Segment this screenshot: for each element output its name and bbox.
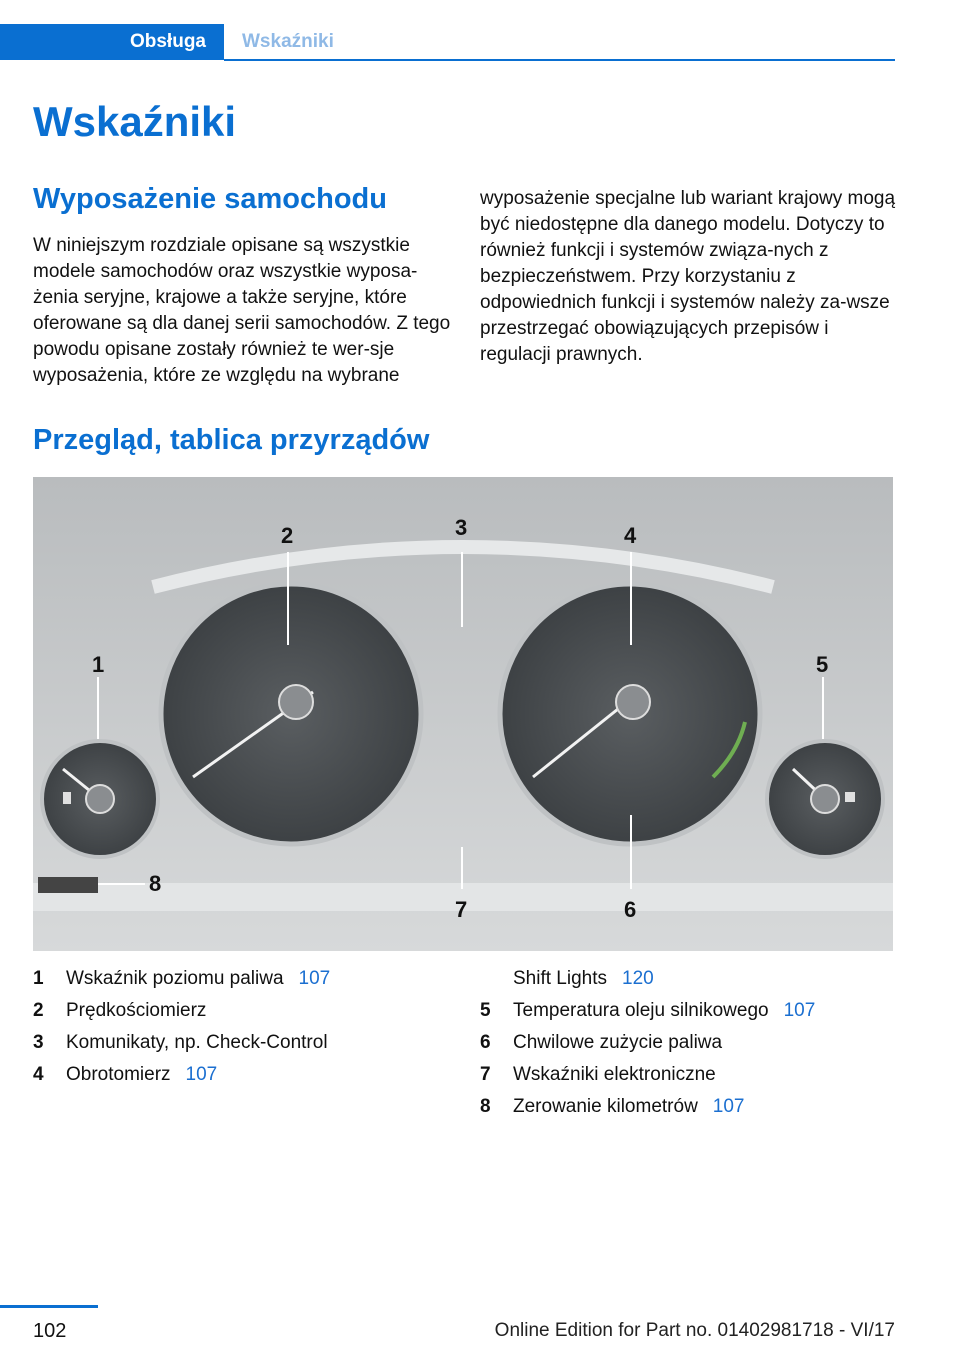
legend-item: 7 Wskaźniki elektroniczne [480,1064,716,1085]
callout-4: 4 [624,523,637,548]
edition-text: Online Edition for Part no. 01402981718 - VI/17 [494,1320,895,1341]
header-divider [224,59,895,61]
page-title: Wskaźniki [33,98,237,145]
page-reference-link[interactable]: 107 [298,968,331,989]
section-heading-instrument-panel: Przegląd, tablica przyrządów [33,424,430,456]
legend-item: 4 Obrotomierz 107 [33,1064,218,1085]
legend-item: 3 Komunikaty, np. Check-Control [33,1032,328,1053]
tab-obsluga[interactable]: Obsługa [0,24,224,60]
callout-5: 5 [816,652,829,677]
speedometer [161,584,421,844]
legend-item: 5 Temperatura oleju silnikowego 107 [480,1000,816,1021]
callout-8: 8 [149,871,162,896]
instrument-cluster-illustration [33,477,893,951]
text-column-right: wyposażenie specjalne lub wariant krajowy mogą być niedostępne dla danego modelu. Dotyczy to również funkcji i systemów związa‐nych z bezpieczeństwem. Przy korzystaniu z odpowiednich funkcji i systemów należy za‐wsze przestrzegać obowiązujących przepisów i regulacji prawnych. [480,188,896,365]
page-reference-link[interactable]: 107 [712,1096,745,1117]
tab-wskazniki[interactable]: Wskaźniki [242,31,334,52]
legend-right [480,963,815,1123]
legend-item: 1 Wskaźnik poziomu paliwa 107 [33,968,331,989]
callout-3: 3 [455,515,468,540]
page-reference-link[interactable]: 107 [185,1064,218,1085]
callout-2: 2 [281,523,294,548]
page-reference-link[interactable]: 120 [622,968,654,989]
instrument-cluster-figure [33,477,893,951]
callout-7: 7 [455,897,468,922]
legend-item: 6 Chwilowe zużycie paliwa [480,1032,723,1053]
fuel-pump-icon [63,792,71,804]
section-heading-equipment: Wyposażenie samochodu [33,183,387,215]
legend-left [33,963,330,1091]
callout-6: 6 [624,897,637,922]
oil-temperature-gauge [767,741,883,857]
callout-1: 1 [92,652,105,677]
header-bar [0,24,895,62]
oil-temperature-icon [845,792,855,802]
page-number: 102 [33,1320,67,1342]
legend-item: 2 Prędkościomierz [33,1000,207,1021]
trip-reset-knob [38,877,98,893]
legend-item: 8 Zerowanie kilometrów 107 [480,1096,745,1117]
legend-item: Shift Lights 120 [513,968,654,989]
text-column-left: W niniejszym rozdziale opisane są wszystkie modele samochodów oraz wszystkie wyposa‐żenia seryjne, krajowe a także seryjne, które oferowane są dla danej serii samochodów. Z tego powodu opisane zostały również te wer‐sje wyposażenia, które ze względu na wybrane [33,235,451,386]
footer-divider [0,1305,98,1308]
fuel-gauge [42,741,158,857]
page-reference-link[interactable]: 107 [783,1000,816,1021]
